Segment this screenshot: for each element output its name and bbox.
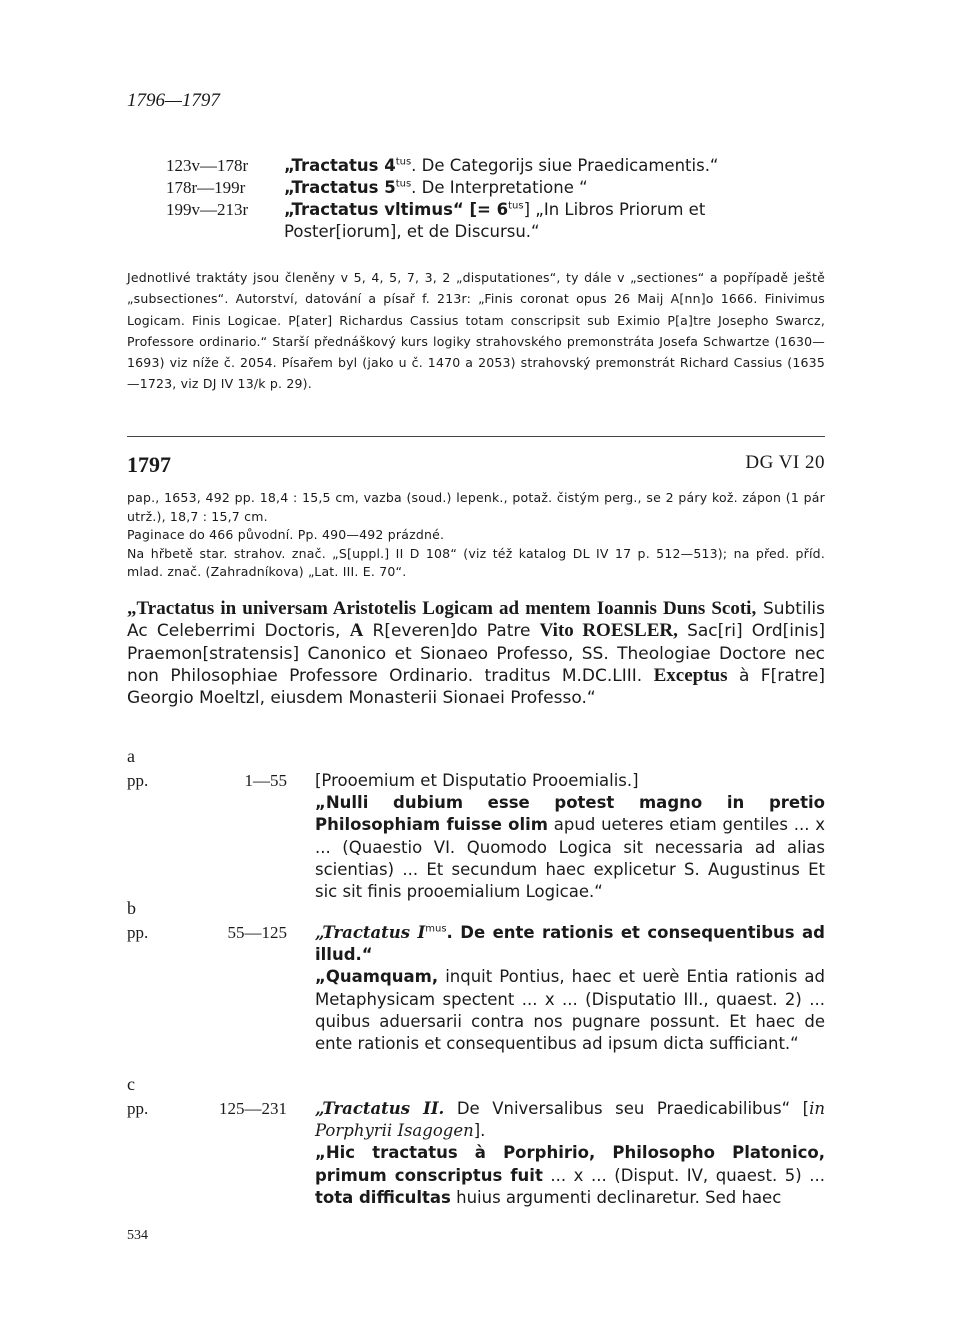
section-text: „Tractatus $I^{mus}$. De ente rationis et consequentibus ad illud.“ „Quamquam, inquit Pontius, haec et uerè Entia rationis ad Metaphysicam spectent ... x ... (Disputatio III., quaest. 2) ... quibus aduersarii contra nos pugnare possunt. Et haec de ente rationis et consequentibus ad ipsum dicta sufficiant.“ xyxy=(315,923,825,1054)
shelfmark: DG VI 20 xyxy=(745,452,825,473)
manuscript-title: „Tractatus in universam Aristotelis Logicam ad mentem Ioannis Duns Scoti, Subtilis Ac Celeberrimi Doctoris, A R[everen]do Patre Vito ROESLER, Sac[ri] Ord[inis] Praemon[stratensis] Canonico et Sionaeo Professo, SS. Theologiae Doctore nec non Philosophiae Professore Ordinario. traditus M.DC.LIII. Exceptus à F[ratre] Georgio Moeltzl, eiusdem Monasterii Sionaei Professo.“ xyxy=(127,598,825,709)
treatise-title: „Tractatus $4^{tus}$. De Categorijs siue Praedicamentis.“ xyxy=(284,156,719,175)
treatise-row xyxy=(166,155,826,177)
pages-label: pp. xyxy=(127,1099,149,1118)
section-text: „Tractatus II. De Vniversalibus seu Praedicabilibus“ [in Porphyrii Isagogen]. „Hic tractatus à Porphirio, Philosopho Platonico, primum conscriptus fuit ... x ... (Disput. IV, quaest. 5) ... tota difficultas huius argumenti declinaretur. Sed haec xyxy=(315,1099,825,1207)
section-entry xyxy=(127,770,825,903)
folio-range: 178r—199r xyxy=(166,178,246,197)
section-letter: b xyxy=(127,898,136,918)
section-entry xyxy=(127,922,825,1055)
page-range: 1—55 xyxy=(244,771,287,790)
section-entry xyxy=(127,1098,825,1209)
page-number: 534 xyxy=(127,1228,148,1243)
treatise-title: „Tractatus vltimus“ [= $6^{tus}$] „In Libros Priorum et Poster[iorum], et de Discursu.“ xyxy=(284,200,706,241)
section-divider xyxy=(127,436,825,437)
folio-range: 123v—178r xyxy=(166,156,249,175)
page-range: 125—231 xyxy=(219,1099,287,1118)
treatise-title: „Tractatus $5^{tus}$. De Interpretatione “ xyxy=(284,178,588,197)
physical-line: Na hřbetě star. strahov. znač. „S[uppl.] II D 108“ (viz též katalog DL IV 17 p. 512—513); na před. příd. mlad. znač. (Zahradníkova) „Lat. III. E. 70“. xyxy=(127,545,825,580)
running-title: 1796—1797 xyxy=(127,90,220,111)
physical-line: Paginace do 466 původní. Pp. 490—492 prázdné. xyxy=(127,527,445,543)
section-letter: c xyxy=(127,1074,135,1094)
treatise-row xyxy=(166,177,826,199)
treatise-row xyxy=(166,199,826,243)
pages-label: pp. xyxy=(127,923,149,942)
physical-description xyxy=(127,489,825,582)
physical-line: pap., 1653, 492 pp. 18,4 : 15,5 cm, vazba (soud.) lepenk., potaž. čistým perg., se 2 páry kož. zápon (1 pár utrž.), 18,7 : 15,7 cm. xyxy=(127,490,825,524)
pages-label: pp. xyxy=(127,771,149,790)
section-text: [Prooemium et Disputatio Prooemialis.] „Nulli dubium esse potest magno in pretio Philosophiam fuisse olim apud ueteres etiam gentiles ... x ... (Quaestio VI. Quomodo Logica sit necessaria ad alias scientias) ... Et secundum haec explicetur S. Augustinus Et sic sit finis prooemialium Logicae.“ xyxy=(315,771,825,902)
editorial-note: Jednotlivé traktáty jsou členěny v 5, 4, 5, 7, 3, 2 „disputationes“, ty dále v „sectiones“ a popřípadě ještě „subsectiones“. Autorství, datování a písař f. 213r: „Finis coronat opus 26 Maij A[nn]o 1666. Finivimus Logicam. Finis Logicae. P[ater] Richardus Cassius totam conscripsit sub Eximio P[a]tre Josepho Swarcz, Professore ordinario.“ Starší přednáškový kurs logiky strahovského premonstráta Josefa Schwartze (1630—1693) viz níže č. 2054. Písařem byl (jako u č. 1470 a 2053) strahovský premonstrát Richard Cassius (1635—1723, viz DJ IV 13/k p. 29). xyxy=(127,270,825,392)
folio-range: 199v—213r xyxy=(166,200,249,219)
treatise-list xyxy=(166,155,826,243)
section-letter: a xyxy=(127,746,135,766)
page-range: 55—125 xyxy=(227,923,287,942)
entry-number: 1797 xyxy=(127,452,171,477)
